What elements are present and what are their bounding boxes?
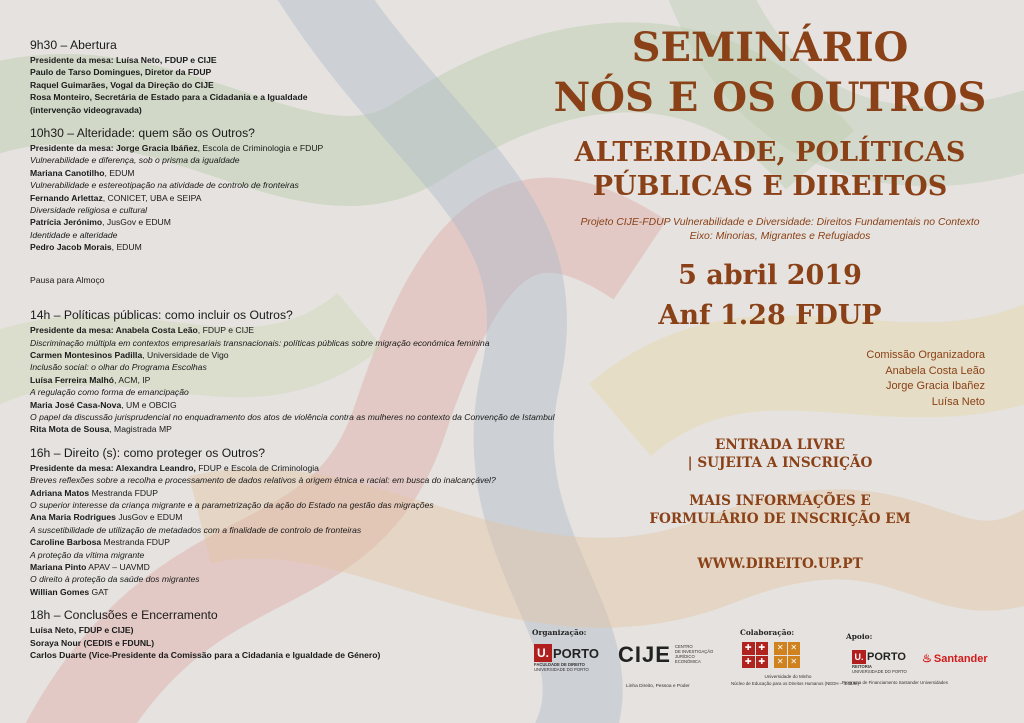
speaker-affiliation: JusGov e EDUM (115, 512, 183, 523)
talk-title: Identidade e alteridade (30, 229, 118, 240)
event-venue: Anf 1.28 FDUP (658, 300, 882, 331)
speaker-affiliation: , Magistrada MP (109, 424, 172, 435)
talk-title: Vulnerabilidade e diferença, sob o prisma da igualdade (30, 155, 240, 166)
uminho-logo (742, 642, 768, 668)
santander-logo (922, 652, 988, 665)
up-logo-text: PORTO (553, 645, 599, 661)
seminar-subtitle-line2: PÚBLICAS E DIREITOS (592, 171, 948, 202)
program-line: Paulo de Tarso Domingues, Diretor da FDUP (30, 67, 212, 78)
program-line: Carlos Duarte (Vice-Presidente da Comissão para a Cidadania e Igualdade de Género) (30, 650, 381, 661)
speaker-name: Maria José Casa-Nova (30, 399, 122, 410)
speaker-affiliation: , Universidade de Vigo (142, 349, 229, 360)
speaker-name: Rita Mota de Sousa (30, 424, 110, 435)
speaker-name: Presidente da mesa: Anabela Costa Leão (30, 325, 198, 336)
committee-member: Luísa Neto (931, 395, 985, 408)
santander-caption: Programa de Financiamento Santander Universidades (842, 680, 948, 685)
session-title: 18h – Conclusões e Encerramento (30, 608, 218, 623)
speaker-name: Caroline Barbosa (30, 537, 102, 548)
up-mark-icon: U. (534, 644, 552, 662)
speaker-name: Pedro Jacob Morais (30, 242, 112, 253)
talk-title: Inclusão social: o olhar do Programa Escolhas (30, 362, 207, 373)
speaker-line (30, 586, 630, 598)
project-description (520, 216, 1024, 244)
project-line: Projeto CIJE-FDUP Vulnerabilidade e Diversidade: Direitos Fundamentais no Contexto (580, 217, 980, 228)
speaker-line (30, 399, 630, 411)
speaker-affiliation: GAT (89, 586, 109, 597)
organization-label: Organização: (532, 628, 587, 637)
program-line: Soraya Nour (CEDIS e FDUNL) (30, 637, 155, 648)
talk-title: O direito à proteção da saúde dos migrantes (30, 574, 200, 585)
program-column (30, 38, 630, 671)
talk-title: Vulnerabilidade e estereotipação na atividade de controlo de fronteiras (30, 180, 299, 191)
program-line: Raquel Guimarães, Vogal da Direção do CIJE (30, 79, 214, 90)
sponsor-logos (530, 628, 1010, 698)
organizing-committee (820, 348, 985, 410)
session-title: 16h – Direito (s): como proteger os Outros? (30, 445, 266, 460)
speaker-line (30, 374, 630, 386)
speaker-line (30, 349, 630, 361)
speaker-affiliation: , CONICET, UBA e SEIPA (102, 192, 202, 203)
speaker-name: Ana Maria Rodrigues (30, 512, 116, 523)
program-line: (intervenção videogravada) (30, 104, 142, 115)
collaboration-label: Colaboração: (740, 628, 795, 637)
speaker-line (30, 536, 630, 548)
speaker-affiliation: Mestranda FDUP (89, 487, 158, 498)
speaker-name: Presidente da mesa: Jorge Gracia Ibáñez (30, 143, 198, 154)
reitoria-name: REITORIA (852, 664, 872, 669)
session-title: 14h – Políticas públicas: como incluir os Outros? (30, 308, 293, 323)
fdup-name: FACULDADE DE DIREITO (534, 662, 585, 667)
speaker-affiliation: , UM e OBCIG (121, 399, 177, 410)
support-label: Apoio: (846, 632, 873, 641)
entry-notice (520, 436, 1024, 472)
website-link[interactable]: WWW.DIREITO.UP.PT (697, 556, 863, 572)
flame-icon: ♨ (922, 653, 932, 665)
session-title: 10h30 – Alteridade: quem são os Outros? (30, 126, 255, 141)
up-mark-icon: U. (852, 650, 866, 664)
talk-title: A suscetibilidade de utilização de metadados com a finalidade de controlo de fronteiras (30, 524, 362, 535)
entry-free: ENTRADA LIVRE (715, 437, 845, 453)
uminho-caption: Universidade do Minho (764, 674, 812, 679)
speaker-affiliation: , JusGov e EDUM (102, 217, 171, 228)
speaker-name: Carmen Montesinos Padilla (30, 349, 143, 360)
entry-registration: | SUJEITA A INSCRIÇÃO (687, 455, 873, 471)
talk-title: A regulação como forma de emancipação (30, 387, 189, 398)
reitoria-university: UNIVERSIDADE DO PORTO (852, 669, 907, 674)
speaker-affiliation: , Escola de Criminologia e FDUP (197, 143, 324, 154)
speaker-name: Patrícia Jerónimo (30, 217, 103, 228)
nedh-emblem-icon: ✕ ✕ ✕ ✕ (774, 642, 800, 668)
session-title: 9h30 – Abertura (30, 38, 117, 52)
cije-caption: Linha Direito, Pessoa e Poder (626, 684, 690, 689)
cije-mark: CIJE (618, 642, 671, 667)
committee-member: Jorge Gracia Ibañez (885, 380, 985, 392)
speaker-affiliation: FDUP e Escola de Criminologia (195, 462, 319, 473)
reitoria-logo (852, 650, 907, 674)
up-logo-text: PORTO (867, 651, 906, 663)
speaker-name: Luísa Ferreira Malhó (30, 374, 115, 385)
cije-small-text: CENTRO (674, 644, 693, 649)
speaker-name: Presidente da mesa: Alexandra Leandro, (30, 462, 196, 473)
event-date: 5 abril 2019 (678, 260, 862, 291)
lunch-break: Pausa para Almoço (30, 274, 105, 285)
talk-title: O superior interesse da criança migrante e a parametrização da ação do Estado na gestão das migrações (30, 499, 434, 510)
speaker-affiliation: Mestranda FDUP (101, 537, 170, 548)
program-line: Rosa Monteiro, Secretária de Estado para a Cidadania e a Igualdade (30, 92, 308, 103)
fdup-university: UNIVERSIDADE DO PORTO (534, 667, 589, 672)
speaker-name: Fernando Arlettaz (30, 192, 103, 203)
speaker-name: Mariana Canotilho (30, 167, 105, 178)
cije-small-text: JURÍDICO (674, 654, 695, 659)
program-line: Luísa Neto, FDUP e CIJE) (30, 625, 134, 636)
speaker-affiliation: , ACM, IP (114, 374, 151, 385)
santander-wordmark: Santander (933, 652, 988, 665)
info-line2: FORMULÁRIO DE INSCRIÇÃO EM (649, 511, 911, 527)
cije-small-text: ECONÓMICA (674, 659, 701, 664)
speaker-name: Adriana Matos (30, 487, 90, 498)
speaker-affiliation: , EDUM (111, 242, 142, 253)
seminar-label: SEMINÁRIO (631, 24, 909, 71)
talk-title: O papel da discussão jurisprudencial no enquadramento dos atos de violência contra as mulheres no contexto da Convenção de Istambul (30, 411, 555, 422)
seminar-title: NÓS E OS OUTROS (553, 74, 987, 121)
speaker-line (30, 423, 630, 435)
nedh-logo (774, 642, 800, 668)
committee-member: Anabela Costa Leão (885, 364, 985, 377)
seminar-subtitle-line1: ALTERIDADE, POLÍTICAS (574, 137, 966, 168)
committee-title: Comissão Organizadora (866, 349, 985, 361)
nedh-caption: Núcleo de Educação para os Direitos Humanos (NEDH – IECUM) (730, 681, 860, 686)
project-axis-line: Eixo: Minorias, Migrantes e Refugiados (689, 231, 871, 242)
speaker-name: Willian Gomes (30, 586, 90, 597)
speaker-affiliation: , FDUP e CIJE (197, 325, 254, 336)
speaker-affiliation: , EDUM (104, 167, 135, 178)
uminho-emblem-icon: ✚ ✚ ✚ ✚ (742, 642, 768, 668)
talk-title: Discriminação múltipla em contextos empresariais transnacionais: políticas públicas sobre migração económica feminina (30, 337, 490, 348)
talk-title: Breves reflexões sobre a recolha e processamento de dados relativos à origem étnica e racial: em busca do inalcançável? (30, 475, 496, 486)
talk-title: A proteção da vítima migrante (30, 549, 145, 560)
program-line: Presidente da mesa: Luísa Neto, FDUP e CIJE (30, 55, 217, 65)
speaker-affiliation: APAV – UAVMD (86, 562, 150, 572)
fdup-logo (534, 644, 599, 672)
talk-title: Diversidade religiosa e cultural (30, 205, 148, 216)
info-line1: MAIS INFORMAÇÕES E (689, 493, 871, 509)
speaker-name: Mariana Pinto (30, 562, 87, 572)
cije-small-text: DE INVESTIGAÇÃO (674, 649, 714, 654)
cije-logo (618, 642, 713, 668)
info-notice (520, 492, 1024, 528)
